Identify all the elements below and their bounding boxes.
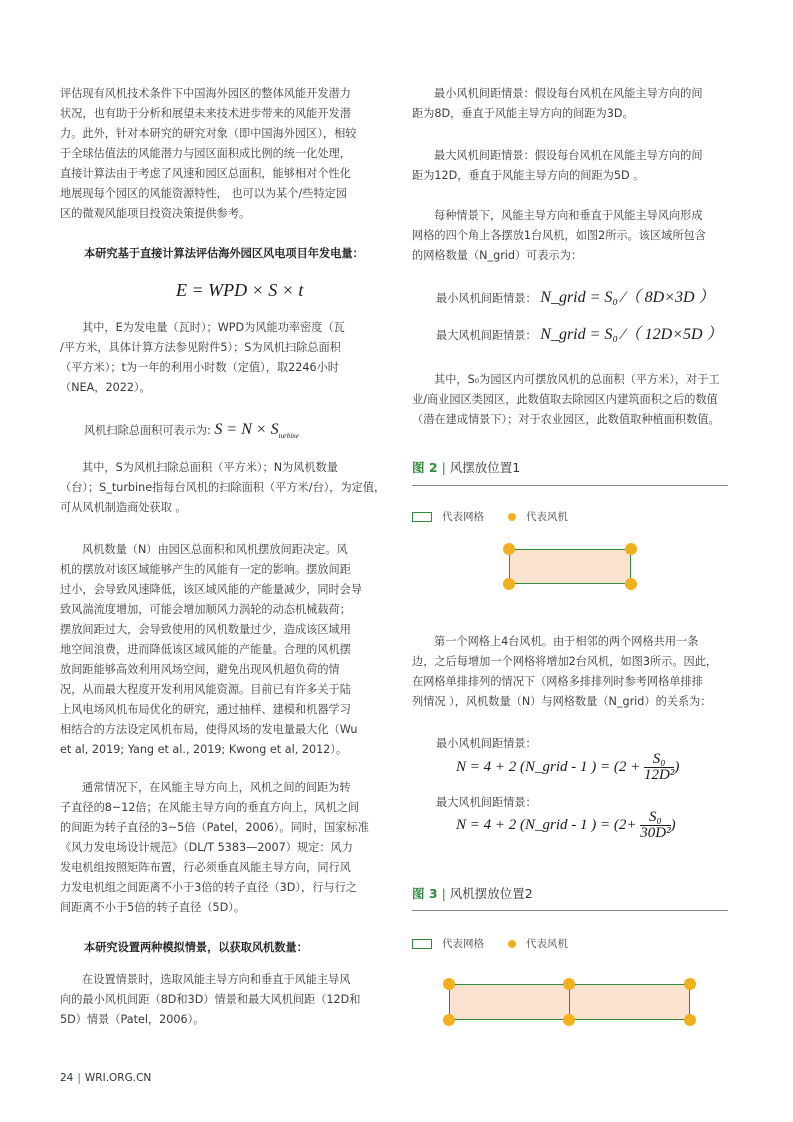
turbine-count-min-formula: N = 4 + 2 (N_grid - 1 ) = (2 + $\frac{\text{S₀}}{\text{12D²}}$ ) <box>456 751 680 783</box>
grid-cell <box>569 984 690 1020</box>
left-paragraph-6: 在设置情景时，选取风能主导方向和垂直于风能主导风 向的最小风机间距（8D和3D）情景和最大风机间距（12D和 5D）情景（Patel，2006）。 <box>60 973 361 1026</box>
turbine-count-min-label: 最小风机间距情景： <box>436 737 537 750</box>
turbine-dot <box>443 978 455 990</box>
grid-count-max-formula: 最大风机间距情景： N_grid = S₀ ⁄（ 12D×5D ） <box>436 326 723 343</box>
page-footer: 24 | WRI.ORG.CN <box>60 1072 152 1084</box>
right-paragraph-2: 最大风机间距情景：假设每台风机在风能主导方向的间 距为12D，垂直于风能主导方向的间距为5D 。 <box>412 149 703 182</box>
swept-area-label: 风机扫除总面积可表示为: $S = N \times S_{turbine}$ <box>84 421 299 441</box>
left-paragraph-4: 风机数量（N）由园区总面积和风机摆放间距决定。风 机的摆放对该区域能够产生的风能有一定的影响。摆放间距 过小，会导致风速降低，该区域风能的产能量减少，同时会导 致风湍流度增加，可能会增加顺风力涡轮的动态机械载荷； 摆放间距过大，会导致使用的风机数量过少，造成该区域用 地空间浪费，进而降低该区域风能的产能量。合理的风机摆 放间距能够高效利用风场空间，避免出现风机超负荷的情 况，从而最大程度开发利用风能资源。目前已有许多关于陆 上风电场风机布局优化的研究，通过抽样、建模和机器学习 相结合的方法设定风机布局，使得风场的发电量最大化（Wu et al, 2019; Yang et al., 2019; Kwong et al, 2012）。 <box>60 543 363 756</box>
right-paragraph-5: 第一个网格上4台风机。由于相邻的两个网格共用一条 边，之后每增加一个网格将增加2台风机，如图3所示。因此， 在网格单排排列的情况下（网格多排排列时参考网格单排排 列情况 ），风机数量（N）与网格数量（N_grid）的关系为： <box>412 635 718 708</box>
turbine-dot <box>563 1014 575 1026</box>
energy-formula: E = WPD × S × t <box>176 280 304 300</box>
turbine-dot <box>503 578 515 590</box>
turbine-dot <box>503 543 515 555</box>
grid-legend-swatch <box>412 939 432 949</box>
left-paragraph-1: 评估现有风机技术条件下中国海外园区的整体风能开发潜力 状况，也有助于分析和展望未来技术进步带来的风能开发潜 力。此外，针对本研究的研究对象（即中国海外园区），相较 于全球估值法的风能潜力与园区面积成比例的统一化处理， 直接计算法由于考虑了风速和园区总面积，能够相对个性化 地展现每个园区的风能资源特性， 也可以为某个/些特定园 区的微观风能项目投资决策提供参考。 <box>60 87 357 220</box>
figure-2-rule <box>412 485 728 486</box>
turbine-dot <box>684 978 696 990</box>
left-paragraph-3: 其中，S为风机扫除总面积（平方米）；N为风机数量 （台）；S_turbine指每台风机的扫除面积（平方米/台），为定值， 可从风机制造商处获取 。 <box>60 461 386 514</box>
turbine-dot <box>443 1014 455 1026</box>
figure-3-title: 图 3 | 风机摆放位置2 <box>412 886 533 901</box>
section-heading-1: 本研究基于直接计算法评估海外园区风电项目年发电量： <box>84 247 364 260</box>
right-paragraph-3: 每种情景下，风能主导方向和垂直于风能主导风向形成 网格的四个角上各摆放1台风机，如图2所示。该区域所包含 的网格数量（N_grid）可表示为： <box>412 209 706 262</box>
swept-area-formula: $S = N \times S_{turbine}$ <box>214 421 299 441</box>
left-paragraph-5: 通常情况下，在风能主导方向上，风机之间的间距为转 子直径的8~12倍；在风能主导方向的垂直方向上，风机之间 的间距为转子直径的3~5倍（Patel，2006）。同时，国家标准 《风力发电场设计规范》（DL/T 5383—2007）规定：风力 发电机组按照矩阵布置，行必须垂直风能主导方向，同行风 力发电机组之间距离不小于3倍的转子直径（3D），行与行之 间距离不小于5倍的转子直径（5D）。 <box>60 781 369 914</box>
figure-3-legend: 代表网格 代表风机 <box>412 936 568 951</box>
figure-2-title: 图 2 | 风摆放位置1 <box>412 460 521 475</box>
grid-count-min-formula: 最小风机间距情景： N_grid = S₀ ⁄（ 8D×3D ） <box>436 289 715 306</box>
figure-2-legend: 代表网格 代表风机 <box>412 509 568 524</box>
left-paragraph-2: 其中，E为发电量（瓦时）；WPD为风能功率密度（瓦 /平方米，具体计算方法参见附件5）；S为风机扫除总面积 （平方米）；t为一年的利用小时数（定值），取2246小时 （NEA，2022）。 <box>60 321 345 394</box>
grid-cell <box>449 984 570 1020</box>
site-link[interactable]: WRI.ORG.CN <box>84 1072 152 1084</box>
turbine-legend-swatch <box>508 513 516 521</box>
grid-legend-swatch <box>412 512 432 522</box>
right-paragraph-1: 最小风机间距情景：假设每台风机在风能主导方向的间 距为8D，垂直于风能主导方向的间距为3D。 <box>412 87 703 120</box>
turbine-legend-swatch <box>508 940 516 948</box>
turbine-count-max-label: 最大风机间距情景： <box>436 796 537 809</box>
turbine-count-max-formula: N = 4 + 2 (N_grid - 1 ) = (2+ $\frac{\text{S₀}}{\text{30D²}}$ ) <box>456 809 676 841</box>
page-number: 24 <box>60 1072 74 1084</box>
grid-cell <box>509 549 631 584</box>
section-heading-2: 本研究设置两种模拟情景，以获取风机数量： <box>84 941 308 954</box>
turbine-dot <box>684 1014 696 1026</box>
turbine-dot <box>625 578 637 590</box>
turbine-dot <box>563 978 575 990</box>
turbine-dot <box>625 543 637 555</box>
figure-3-rule <box>412 910 728 911</box>
right-paragraph-4: 其中，S₀为园区内可摆放风机的总面积（平方米），对于工 业/商业园区类园区，此数值取去除园区内建筑面积之后的数值 （潜在建成情景下）；对于农业园区，此数值取种植面积数值。 <box>412 373 720 426</box>
